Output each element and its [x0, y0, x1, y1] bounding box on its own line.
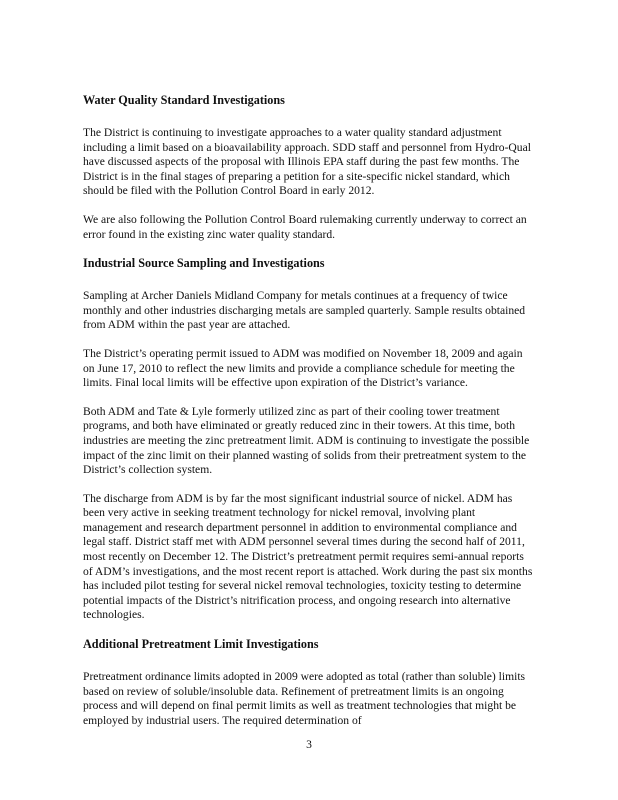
- paragraph: The discharge from ADM is by far the most significant industrial source of nickel. ADM has been very active in seeking treatment technology for nickel removal, involving plant management and research department personnel in addition to environmental compliance and legal staff. District staff met with ADM personnel several times during the second half of 2011, most recently on December 12. The District’s pretreatment permit requires semi-annual reports of ADM’s investigations, and the most recent report is attached. Work during the past six months has included pilot testing for several nickel removal technologies, toxicity testing to determine potential impacts of the District’s nitrification process, and ongoing research into alternative technologies.: [83, 491, 533, 622]
- paragraph: Sampling at Archer Daniels Midland Company for metals continues at a frequency of twice monthly and other industries discharging metals are sampled quarterly. Sample results obtained from ADM within the past year are attached.: [83, 289, 526, 332]
- section-heading-industrial-source: Industrial Source Sampling and Investigations: [83, 256, 325, 271]
- paragraph: The District’s operating permit issued to ADM was modified on November 18, 2009 and again on June 17, 2010 to reflect the new limits and provide a compliance schedule for meeting the limits. Final local limits will be effective upon expiration of the District’s variance.: [83, 346, 523, 390]
- paragraph: The District is continuing to investigate approaches to a water quality standard adjustment including a limit based on a bioavailability approach. SDD staff and personnel from Hydro-Qual have discussed aspects of the proposal with Illinois EPA staff during the past few months. The District is in the final stages of preparing a petition for a site-specific nickel standard, which should be filed with the Pollution Control Board in early 2012.: [83, 126, 531, 198]
- paragraph: We are also following the Pollution Control Board rulemaking currently underway to correct an error found in the existing zinc water quality standard.: [83, 212, 527, 241]
- section-heading-additional-pretreatment: Additional Pretreatment Limit Investigations: [83, 637, 319, 652]
- document-body: [83, 93, 533, 742]
- section-heading-water-quality: Water Quality Standard Investigations: [83, 93, 285, 107]
- paragraph: Pretreatment ordinance limits adopted in 2009 were adopted as total (rather than soluble) limits based on review of soluble/insoluble data. Refinement of pretreatment limits is an ongoing process and will depend on final permit limits as well as treatment technologies that might be employed by industrial users. The required determination of: [83, 670, 526, 727]
- paragraph: Both ADM and Tate & Lyle formerly utilized zinc as part of their cooling tower treatment programs, and both have eliminated or greatly reduced zinc in their towers. At this time, both industries are meeting the zinc pretreatment limit. ADM is continuing to investigate the possible impact of the zinc limit on their planned wasting of solids from their pretreatment system to the District’s collection system.: [83, 404, 530, 477]
- page-number: 3: [306, 738, 312, 751]
